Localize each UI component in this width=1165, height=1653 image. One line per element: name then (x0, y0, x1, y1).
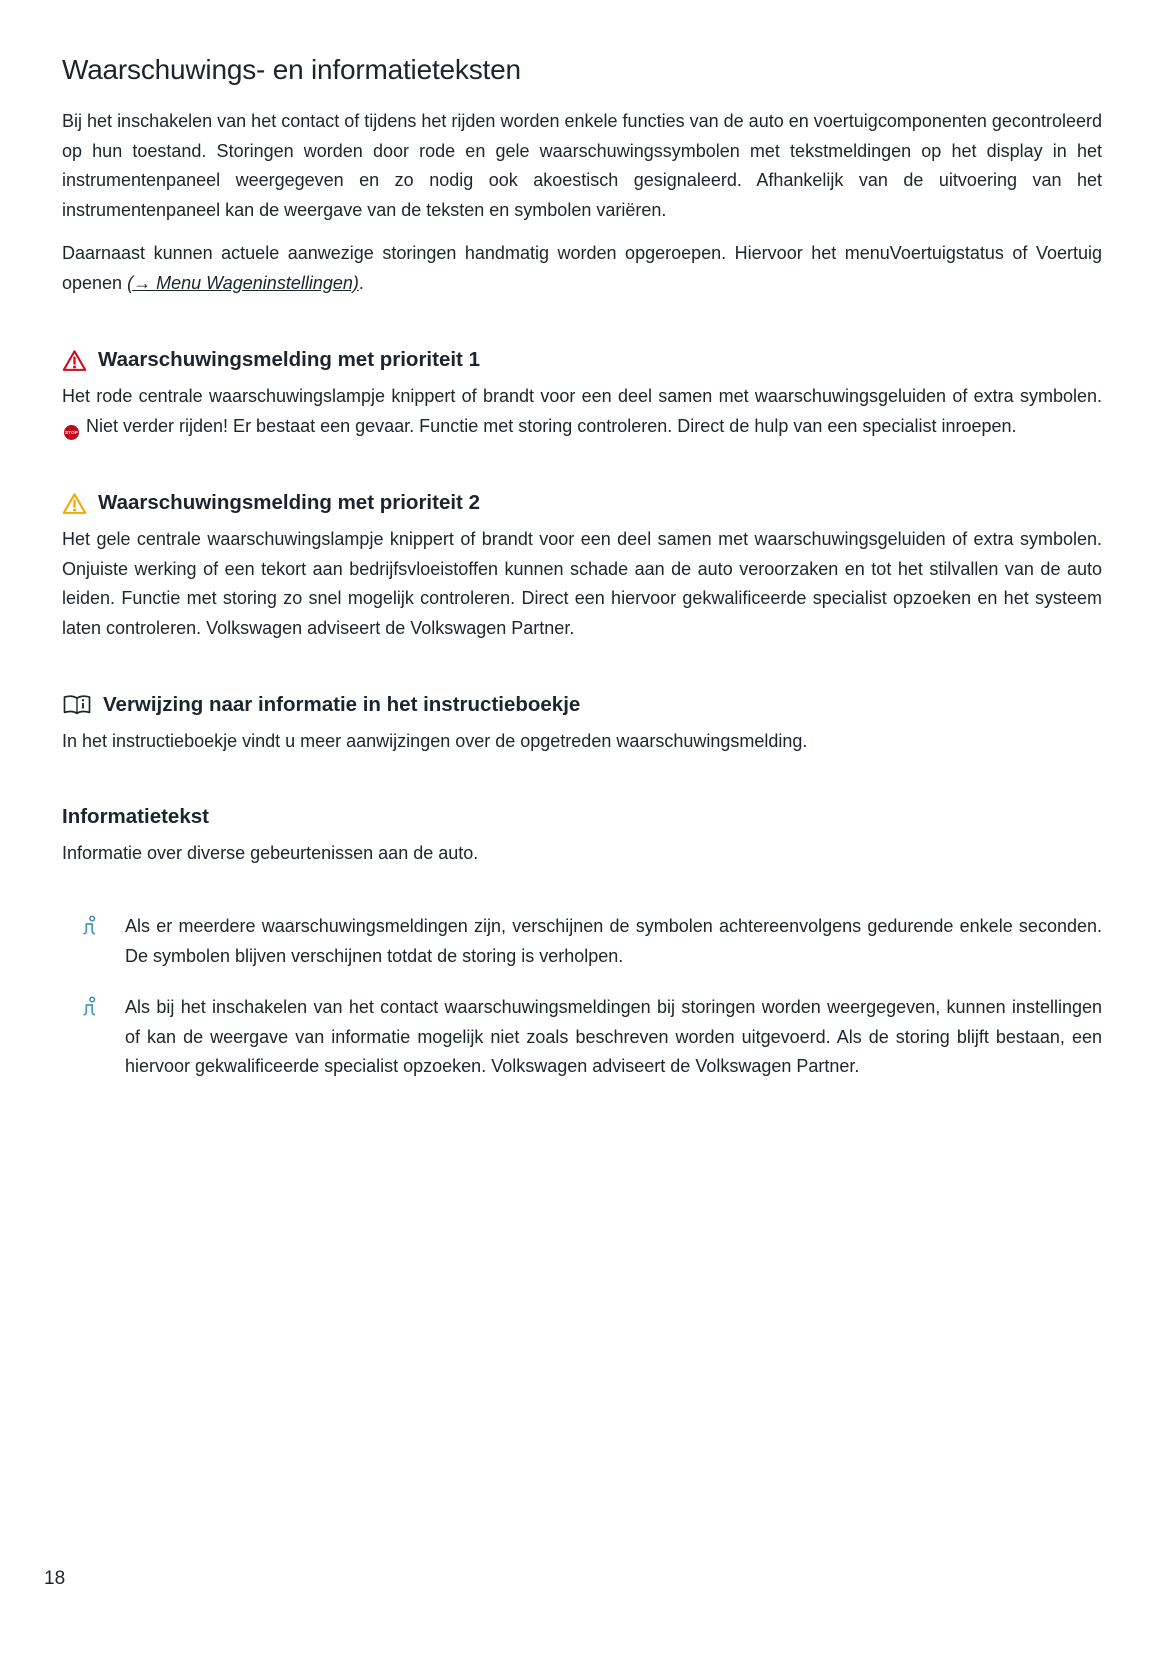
priority-2-heading (62, 491, 1102, 515)
priority-1-body-pre: Het rode centrale waarschuwingslampje knippert of brandt voor een deel samen met waarschuwingsgeluiden of extra symbolen. (62, 386, 1102, 406)
note-text: Als bij het inschakelen van het contact waarschuwingsmeldingen bij storingen worden weergegeven, kunnen instellingen of kan de weergave van informatie mogelijk niet zoals beschreven worden uitgevoerd. Als de storing blijft bestaan, een hiervoor gekwalificeerde specialist opzoeken. Volkswagen adviseert de Volkswagen Partner. (125, 997, 1102, 1076)
priority-2-title: Waarschuwingsmelding met prioriteit 2 (98, 491, 480, 514)
infotext-heading (62, 805, 1102, 829)
note-icon (82, 993, 125, 1022)
section-reference (62, 693, 1102, 757)
open-book-icon (62, 694, 92, 716)
section-infotext (62, 805, 1102, 869)
warning-triangle-red-icon (62, 349, 87, 372)
reference-title: Verwijzing naar informatie in het instructieboekje (103, 693, 581, 716)
page-number: 18 (44, 1568, 66, 1589)
note-text: Als er meerdere waarschuwingsmeldingen zijn, verschijnen de symbolen achtereenvolgens gedurende enkele seconden. De symbolen blijven verschijnen totdat de storing is verholpen. (125, 916, 1102, 966)
note-item (62, 912, 1102, 971)
warning-triangle-yellow-icon (62, 492, 87, 515)
cross-reference-link[interactable]: (→ Menu Wageninstellingen) (127, 272, 359, 293)
section-priority-1 (62, 348, 1102, 441)
intro-paragraph-2-text: Daarnaast kunnen actuele aanwezige storingen handmatig worden opgeroepen. Hiervoor het menuVoertuigstatus of Voertuig openen (62, 243, 1102, 293)
intro-paragraph-1: Bij het inschakelen van het contact of tijdens het rijden worden enkele functies van de auto en voertuigcomponenten gecontroleerd op hun toestand. Storingen worden door rode en gele waarschuwingssymbolen met tekstmeldingen op het display in het instrumentenpaneel weergegeven en zo nodig ook akoestisch gesignaleerd. Afhankelijk van de uitvoering van het instrumentenpaneel kan de weergave van de teksten en symbolen variëren. (62, 111, 1102, 220)
infotext-title: Informatietekst (62, 804, 209, 828)
intro-paragraph-2-period: . (358, 272, 364, 293)
note-icon (82, 912, 125, 941)
section-priority-2 (62, 491, 1102, 643)
infotext-body: Informatie over diverse gebeurtenissen aan de auto. (62, 842, 479, 863)
page-title: Waarschuwings- en informatieteksten (62, 54, 521, 85)
intro-paragraph-2 (62, 239, 1102, 298)
reference-body: In het instructieboekje vindt u meer aanwijzingen over de opgetreden waarschuwingsmelding. (62, 731, 808, 751)
priority-1-title: Waarschuwingsmelding met prioriteit 1 (98, 348, 480, 371)
stop-icon: STOP (64, 425, 79, 440)
priority-1-body-post: Niet verder rijden! Er bestaat een gevaar. Functie met storing controleren. Direct de hulp van een specialist inroepen. (81, 415, 1017, 436)
notes-list (62, 912, 1102, 1082)
priority-1-heading (62, 348, 1102, 372)
priority-2-body: Het gele centrale waarschuwingslampje knippert of brandt voor een deel samen met waarschuwingsgeluiden of extra symbolen. Onjuiste werking of een tekort aan bedrijfsvloeistoffen kunnen schade aan de auto veroorzaken en tot het stilvallen van de auto leiden. Functie met storing zo snel mogelijk controleren. Direct een hiervoor gekwalificeerde specialist opzoeken en het systeem laten controleren. Volkswagen adviseert de Volkswagen Partner. (62, 529, 1102, 638)
priority-1-body (62, 382, 1102, 441)
note-item (62, 993, 1102, 1082)
reference-heading (62, 693, 1102, 717)
